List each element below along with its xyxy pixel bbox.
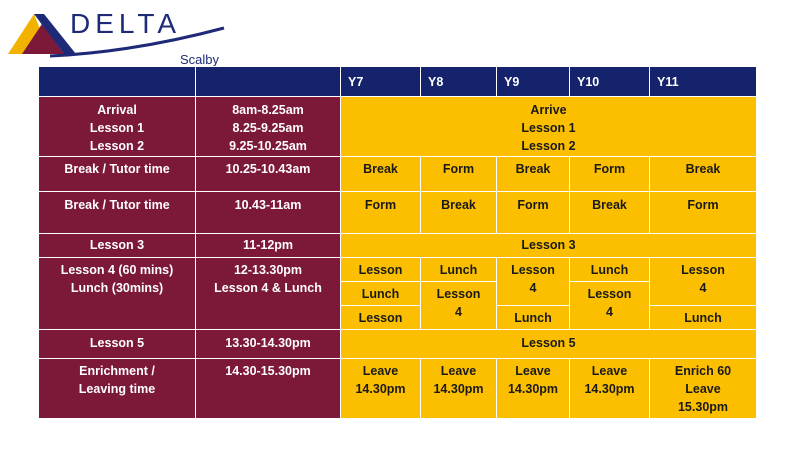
- break1-y11: Break: [650, 157, 757, 192]
- arrival-time: 8am-8.25am 8.25-9.25am 9.25-10.25am: [196, 97, 341, 157]
- lesson3-label: Lesson 3: [39, 234, 196, 258]
- break2-y10: Break: [570, 192, 650, 234]
- header-y10: Y10: [570, 67, 650, 97]
- lesson3-time: 11-12pm: [196, 234, 341, 258]
- lesson4-y8-top: Lunch: [421, 258, 497, 282]
- lesson4-y7-a: Lesson: [341, 258, 421, 282]
- break2-row: [39, 192, 757, 234]
- break1-label: Break / Tutor time: [39, 157, 196, 192]
- enrichment-time: 14.30-15.30pm: [196, 359, 341, 419]
- break1-row: [39, 157, 757, 192]
- logo-word: DELTA: [70, 8, 182, 39]
- break2-time: 10.43-11am: [196, 192, 341, 234]
- lesson4-y11-bottom: Lunch: [650, 306, 757, 330]
- lesson4-y9-bottom: Lunch: [497, 306, 570, 330]
- lesson4-y7-c: Lesson: [341, 306, 421, 330]
- lesson5-time: 13.30-14.30pm: [196, 330, 341, 359]
- lesson5-row: [39, 330, 757, 359]
- lesson4-y11-top: Lesson 4: [650, 258, 757, 306]
- arrival-label: Arrival Lesson 1 Lesson 2: [39, 97, 196, 157]
- arrival-row: [39, 97, 757, 157]
- break1-y10: Form: [570, 157, 650, 192]
- header-y8: Y8: [421, 67, 497, 97]
- lesson5-all-years: Lesson 5: [341, 330, 757, 359]
- lesson4-y8-bottom: Lesson 4: [421, 282, 497, 330]
- lesson4-y10-top: Lunch: [570, 258, 650, 282]
- break1-y8: Form: [421, 157, 497, 192]
- logo-subtitle: Scalby: [180, 52, 220, 67]
- enrichment-y11: Enrich 60 Leave 15.30pm: [650, 359, 757, 419]
- lesson4-time: 12-13.30pm Lesson 4 & Lunch: [196, 258, 341, 330]
- enrichment-y7: Leave 14.30pm: [341, 359, 421, 419]
- header-blank: [39, 67, 196, 97]
- break1-y7: Break: [341, 157, 421, 192]
- break2-label: Break / Tutor time: [39, 192, 196, 234]
- arrival-all-years: Arrive Lesson 1 Lesson 2: [341, 97, 757, 157]
- delta-logo: [4, 6, 234, 66]
- break2-y7: Form: [341, 192, 421, 234]
- lesson4-row-a: [39, 258, 757, 282]
- header-y9: Y9: [497, 67, 570, 97]
- break1-y9: Break: [497, 157, 570, 192]
- enrichment-y8: Leave 14.30pm: [421, 359, 497, 419]
- lesson3-all-years: Lesson 3: [341, 234, 757, 258]
- enrichment-row: [39, 359, 757, 419]
- break1-time: 10.25-10.43am: [196, 157, 341, 192]
- lesson4-y7-b: Lunch: [341, 282, 421, 306]
- enrichment-y9: Leave 14.30pm: [497, 359, 570, 419]
- header-blank: [196, 67, 341, 97]
- header-y7: Y7: [341, 67, 421, 97]
- break2-y9: Form: [497, 192, 570, 234]
- lesson4-y9-top: Lesson 4: [497, 258, 570, 306]
- lesson3-row: [39, 234, 757, 258]
- enrichment-label: Enrichment / Leaving time: [39, 359, 196, 419]
- lesson4-label: Lesson 4 (60 mins) Lunch (30mins): [39, 258, 196, 330]
- timetable: [38, 66, 757, 419]
- lesson5-label: Lesson 5: [39, 330, 196, 359]
- lesson4-y10-bottom: Lesson 4: [570, 282, 650, 330]
- enrichment-y10: Leave 14.30pm: [570, 359, 650, 419]
- header-y11: Y11: [650, 67, 757, 97]
- header-row: [39, 67, 757, 97]
- break2-y8: Break: [421, 192, 497, 234]
- break2-y11: Form: [650, 192, 757, 234]
